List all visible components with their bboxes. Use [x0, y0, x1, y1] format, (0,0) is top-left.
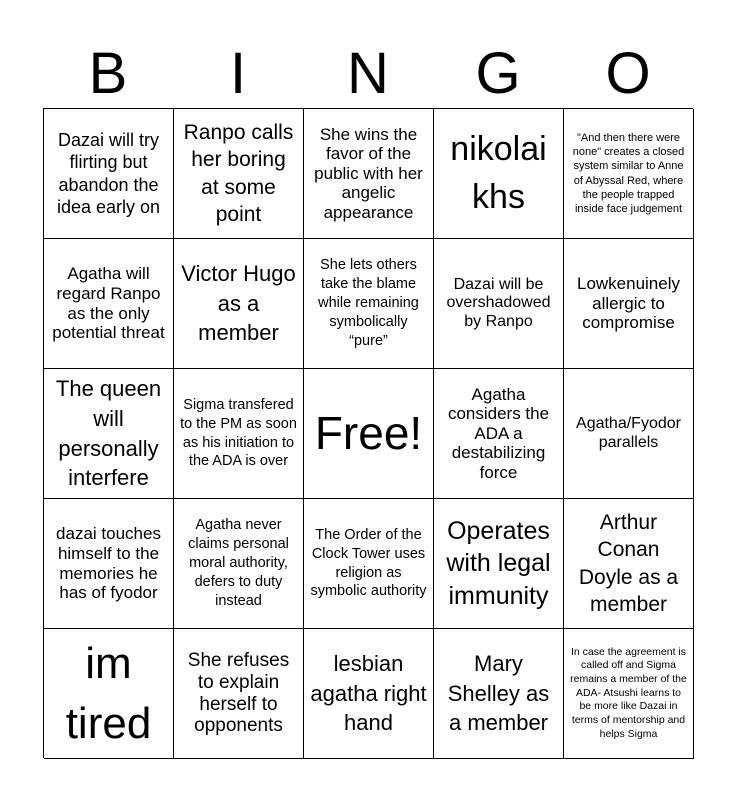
bingo-cell[interactable]: The queen will personally interfere	[44, 369, 174, 499]
bingo-cell[interactable]: She refuses to explain herself to opponents	[174, 629, 304, 759]
free-space[interactable]: Free!	[304, 369, 434, 499]
bingo-cell[interactable]: The Order of the Clock Tower uses religion as symbolic authority	[304, 499, 434, 629]
bingo-cell[interactable]: Agatha considers the ADA a destabilizing force	[434, 369, 564, 499]
bingo-cell[interactable]: Operates with legal immunity	[434, 499, 564, 629]
header-letter-o: O	[605, 41, 651, 106]
bingo-cell[interactable]: Agatha never claims personal moral authority, defers to duty instead	[174, 499, 304, 629]
bingo-cell[interactable]: Dazai will be overshadowed by Ranpo	[434, 239, 564, 369]
bingo-cell[interactable]: Mary Shelley as a member	[434, 629, 564, 759]
bingo-cell[interactable]: In case the agreement is called off and Sigma remains a member of the ADA- Atsushi learns to be more like Dazai in terms of mentorship and helps Sigma	[564, 629, 694, 759]
bingo-cell[interactable]: dazai touches himself to the memories he has of fyodor	[44, 499, 174, 629]
bingo-cell[interactable]: im tired	[44, 629, 174, 759]
bingo-cell[interactable]: She lets others take the blame while remaining symbolically “pure”	[304, 239, 434, 369]
header-letter-b: B	[88, 41, 128, 106]
bingo-cell[interactable]: Ranpo calls her boring at some point	[174, 109, 304, 239]
bingo-cell[interactable]: Dazai will try flirting but abandon the idea early on	[44, 109, 174, 239]
bingo-cell[interactable]: Arthur Conan Doyle as a member	[564, 499, 694, 629]
bingo-cell[interactable]: She wins the favor of the public with her angelic appearance	[304, 109, 434, 239]
header-letter-g: G	[475, 41, 521, 106]
bingo-cell[interactable]: lesbian agatha right hand	[304, 629, 434, 759]
bingo-cell[interactable]: Agatha/Fyodor parallels	[564, 369, 694, 499]
bingo-board	[43, 108, 693, 758]
header-letter-i: I	[229, 41, 247, 106]
bingo-cell[interactable]: Lowkenuinely allergic to compromise	[564, 239, 694, 369]
header-letter-n: N	[347, 41, 389, 106]
bingo-cell[interactable]: nikolai khs	[434, 109, 564, 239]
bingo-cell[interactable]: "And then there were none" creates a closed system similar to Anne of Abyssal Red, where the people trapped inside face judgement	[564, 109, 694, 239]
bingo-header	[43, 40, 693, 108]
bingo-cell[interactable]: Victor Hugo as a member	[174, 239, 304, 369]
bingo-cell[interactable]: Sigma transfered to the PM as soon as his initiation to the ADA is over	[174, 369, 304, 499]
bingo-cell[interactable]: Agatha will regard Ranpo as the only potential threat	[44, 239, 174, 369]
